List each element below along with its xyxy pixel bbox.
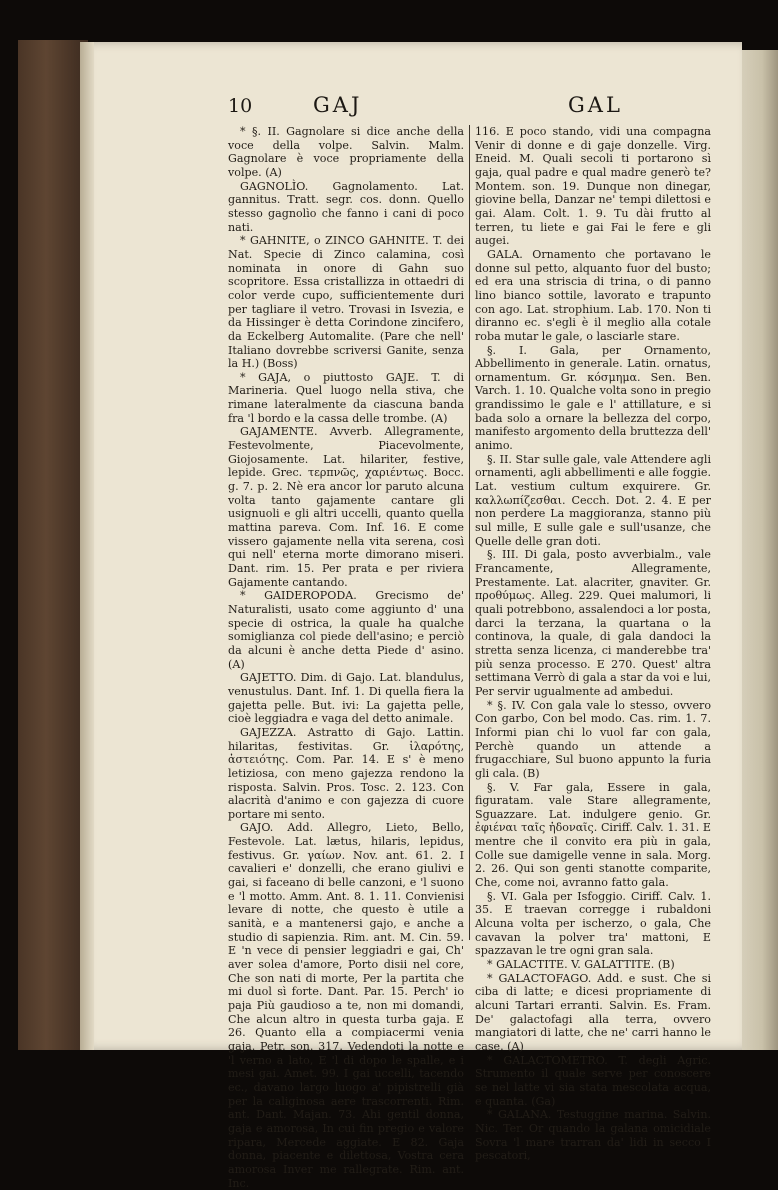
dictionary-entry: §. II. Star sulle gale, vale Attendere agli ornamenti, agli abbellimenti e alle foggie. Lat. vestium cultum exquirere. Gr. καλλωπίζεσθαι. Cecch. Dot. 2. 4. E per non perdere La maggioranza, stanno più sul mille, E sulle gale e sull'usanze, che Quelle delle gran doti. — [475, 452, 711, 548]
dictionary-entry: * §. IV. Con gala vale lo stesso, ovvero Con garbo, Con bel modo. Cas. rim. 1. 7. Informi pian chi lo vuol far con gala, Perchè quando un attende a frugacchiare, Sul buono appunto la furia gli cala. (B) — [475, 698, 711, 780]
dictionary-entry: * GAJA, o piuttosto GAJE. T. di Marineria. Quel luogo nella stiva, che rimane lateralmente da ciascuna banda fra 'l bordo e la cassa delle trombe. (A) — [228, 370, 464, 425]
dictionary-entry: * §. II. Gagnolare si dice anche della voce della volpe. Salvin. Malm. Gagnolare è voce propriamente della volpe. (A) — [228, 125, 464, 179]
column-divider — [469, 125, 470, 940]
dictionary-entry: GAJO. Add. Allegro, Lieto, Bello, Festevole. Lat. lætus, hilaris, lepidus, festivus. Gr. γαίων. Nov. ant. 61. 2. I cavalieri e' donzelli, che erano giulivi e gai, si faceano di belle canzoni, e 'l suono e 'l motto. Amm. Ant. 8. 1. 11. Convienisi levare di notte, che questo è utile a sanità, e a mantenersi gajo, e anche a studio di sapienzia. Rim. ant. M. Cin. 59. E 'n vece di pensier leggiadri e gai, Ch' aver solea d'amore, Porto disii nel core, Che son nati di morte, Per la partita che mi duol sì forte. Dant. Par. 15. Perch' io paja Più gaudioso a te, non mi domandi, Che alcun altro in questa turba gaja. E 26. Quanto ella a compiacermi venia gaja. Petr. son. 317. Vedendoti la notte e 'l verno a lato, E 'l di dopo le spalle, e i mesi gai. Amet. 99. I gai uccelli, tacendo ec., davano largo luogo a' pipistrelli già per la caliginosa aere trascorrenti. Rim. ant. Dant. Majan. 73. Ahi gentil donna, gaja e amorosa, In cui fin pregio e valore ripara, Mercede aggiate. E 82. Gaja donna, piacente e dilettosa, Vostra cera amorosa Inver me rallegrate. Rim. ant. Inc. — [228, 821, 464, 1190]
dictionary-entry: GAGNOLÌO. Gagnolamento. Lat. gannitus. Tratt. segr. cos. donn. Quello stesso gagnolìo che fanno i cani di poco nati. — [228, 179, 464, 234]
book-cover-right — [738, 50, 778, 1050]
dictionary-entry: §. I. Gala, per Ornamento, Abbellimento in generale. Latin. ornatus, ornamentum. Gr. κόσμημα. Sen. Ben. Varch. 1. 10. Qualche volta sono in pregio grandissimo le gale e l' attillature, e si bada solo a ornare la bellezza del corpo, manifesto argomento della bruttezza dell' animo. — [475, 343, 711, 453]
dictionary-entry: * GALANA. Testuggine marina. Salvin. Nic. Ter. Or quando la galana omicidiale Sovra 'l mare trarran da' lidi in secco I pescatori, — [475, 1108, 711, 1163]
dictionary-entry: GAJAMENTE. Avverb. Allegramente, Festevolmente, Piacevolmente, Giojosamente. Lat. hilariter, festive, lepide. Grec. τερπνῶς, χαριέντως. Bocc. g. 7. p. 2. Nè era ancor lor paruto alcuna volta tanto gajamente cantare gli usignuoli e gli altri uccelli, quanto quella mattina pareva. Com. Inf. 16. E come vissero gajamente nella vita serena, così qui nell' eterna morte dimorano miseri. Dant. rim. 15. Per prata e per riviera Gajamente cantando. — [228, 425, 464, 589]
dictionary-entry: * GALACTOMETRO. T. degli Agric. Strumento il quale serve per conoscere se nel latte vi sia stata mescolata acqua, e quanta. (Ga) — [475, 1053, 711, 1108]
dictionary-entry: * GALACTITE. V. GALATTITE. (B) — [487, 958, 675, 972]
dictionary-entry-continued: 116. E poco stando, vidi una compagna Venir di donne e di gaje donzelle. Virg. Eneid. M. Quali secoli ti portarono sì gaja, qual padre e qual madre generò te? Montem. son. 19. Dunque non dinegar, giovine bella, Danzar ne' tempi dilettosi e gai. Alam. Colt. 1. 9. Tu dài frutto al terren, tu liete e gai Fai le fere e gli augei. — [475, 125, 711, 248]
book-cover-left — [18, 40, 88, 1050]
dictionary-entry: §. V. Far gala, Essere in gala, figuratam. vale Stare allegramente, Sguazzare. Lat. indulgere genio. Gr. ἐφιέναι ταῖς ἡδοναῖς. Ciriff. Calv. 1. 31. E mentre che il convito era più in gala, Colle sue damigelle venne in sala. Morg. 2. 26. Qui son genti stanotte comparite, Che, come noi, avranno fatto gala. — [475, 780, 711, 890]
dictionary-entry: * GAHNITE, o ZINCO GAHNITE. T. dei Nat. Specie di Zinco calamina, così nominata in onore di Gahn suo scopritore. Essa cristallizza in ottaedri di color verde cupo, sufficientemente duri per tagliare il vetro. Trovasi in Isvezia, e da Hissinger è detta Corindone zincifero, da Eckelberg Automalite. (Pare che nell' Italiano dovrebbe scriversi Ganite, senza la H.) (Boss) — [228, 234, 464, 371]
dictionary-entry: * GAIDEROPODA. Grecismo de' Naturalisti, usato come aggiunto d' una specie di ostrica, la quale ha qualche somiglianza col piede dell'asino; e perciò da alcuni è anche detta Piede d' asino. (A) — [228, 589, 464, 671]
left-column — [228, 125, 464, 1190]
dictionary-entry: GAJEZZA. Astratto di Gajo. Lattin. hilaritas, festivitas. Gr. ἱλαρότης, ἀστειότης. Com. Par. 14. E s' è meno letiziosa, con meno gajezza rendono la risposta. Salvin. Pros. Tosc. 2. 123. Con alacrità d'animo e con gajezza di cuore portare mi sento. — [228, 725, 464, 821]
dictionary-entry: §. VI. Gala per Isfoggio. Ciriff. Calv. 1. 35. E traevan corregge i rubaldoni Alcuna volta per ischerzo, o gala, Che cavavan la polver tra' mattoni, E spazzavan le tre ogni gran sala. — [475, 889, 711, 958]
dictionary-entry: GALA. Ornamento che portavano le donne sul petto, alquanto fuor del busto; ed era una striscia di trina, o di panno lino bianco sottile, lavorato e trapunto con ago. Lat. strophium. Lab. 170. Non ti diranno ec. s'egli è il meglio alla cotale roba mutar le gale, o lasciarle stare. — [475, 247, 711, 343]
dictionary-entry: GAJETTO. Dim. di Gajo. Lat. blandulus, venustulus. Dant. Inf. 1. Di quella fiera la gajetta pelle. But. ivi: La gajetta pelle, cioè leggiadra e vaga del detto animale. — [228, 671, 464, 726]
page-number: 10 — [228, 95, 253, 117]
right-column — [475, 125, 711, 1163]
page-header — [0, 95, 778, 125]
dictionary-entry: * GALACTOFAGO. Add. e sust. Che si ciba di latte; e dicesi propriamente di alcuni Tartari erranti. Salvin. Es. Fram. De' galactofagi alla terra, ovvero mangiatori di latte, che ne' carri hanno le case. (A) — [475, 971, 711, 1053]
guide-word-right: GAL — [568, 93, 623, 117]
page-gutter — [80, 42, 94, 1050]
guide-word-left: GAJ — [313, 93, 363, 117]
dictionary-entry: §. III. Di gala, posto avverbialm., vale Francamente, Allegramente, Prestamente. Lat. alacriter, gnaviter. Gr. προθύμως. Alleg. 229. Quei malumori, li quali potrebbono, assalendoci a lor posta, darci la terzana, la quartana o la continova, la quale, di gala dandoci la stretta senza licenza, ci manderebbe tra' più senza processo. E 270. Quest' altra settimana Verrò di gala a star da voi e lui, Per servir ugualmente ad ambedui. — [475, 548, 711, 698]
